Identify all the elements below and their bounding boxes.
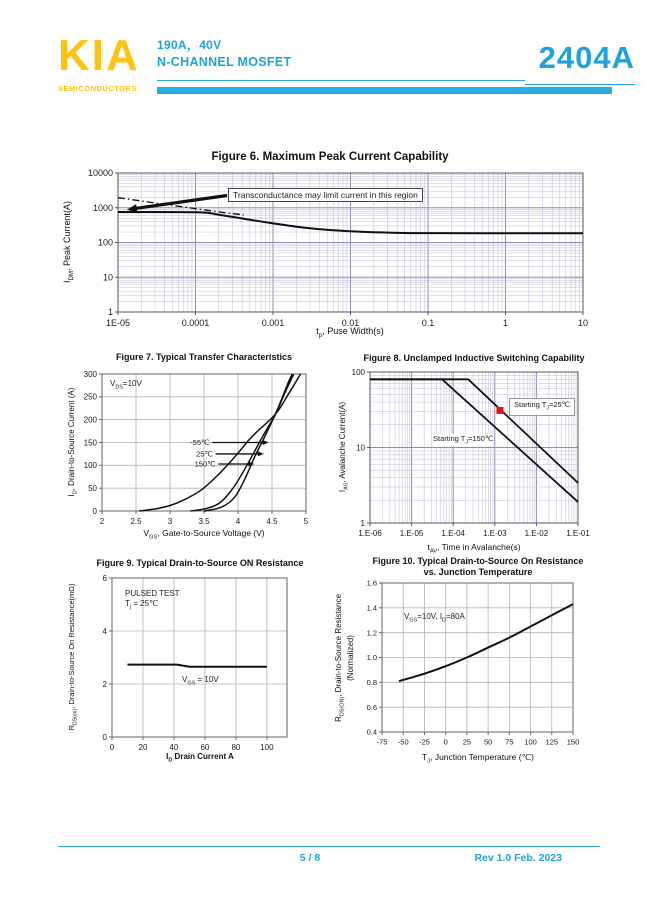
svg-text:0.1: 0.1	[421, 318, 435, 328]
figure9-condition	[125, 589, 180, 611]
kia-logo-subtext: SEMICONDUCTORS	[58, 84, 137, 93]
svg-text:75: 75	[505, 737, 514, 747]
figure9-condition-line1: PULSED TEST	[125, 589, 180, 598]
svg-text:100: 100	[524, 737, 537, 747]
figure9-y-axis-label: $R_{DS(on)}$, Drain-to-Source On Resistance(mΩ)	[67, 583, 79, 731]
svg-text:10000: 10000	[87, 168, 113, 179]
figure9-vgs-label: $V_{GS} = 10V$	[182, 675, 219, 687]
figure8-chart	[330, 365, 620, 543]
figure6-title: Figure 6. Maximum Peak Current Capability	[211, 151, 449, 163]
svg-text:1.E-02: 1.E-02	[524, 529, 549, 538]
svg-text:4: 4	[102, 626, 107, 636]
svg-text:60: 60	[200, 743, 210, 752]
svg-text:100: 100	[351, 367, 365, 377]
revision-text: Rev 1.0 Feb. 2023	[474, 852, 562, 864]
svg-text:25: 25	[462, 737, 472, 747]
svg-text:1.E-05: 1.E-05	[399, 529, 424, 538]
svg-text:0.6: 0.6	[366, 702, 377, 712]
svg-text:0.8: 0.8	[366, 677, 377, 687]
svg-text:100: 100	[260, 743, 274, 752]
figure7-chart	[60, 364, 325, 542]
svg-text:1000: 1000	[92, 202, 113, 213]
figure10-chart	[330, 570, 620, 762]
svg-text:100: 100	[97, 237, 113, 248]
figure7-y-axis-label: $I_D$, Drain-to-Source Current (A)	[67, 387, 79, 497]
figure10-y-axis-label-line1: $R_{DS(ON)}$, Drain-to-Source Resistance	[334, 594, 346, 722]
figure10-title-line1: Figure 10. Typical Drain-to-Source On Resistance	[372, 556, 584, 566]
svg-text:3: 3	[167, 517, 173, 526]
figure8-x-axis-label: $t_{AV}$, Time in Avalanche(s)	[427, 542, 521, 555]
figure6-note: Transconductance may limit current in this region	[228, 188, 423, 202]
svg-text:50: 50	[88, 483, 97, 493]
figure6-x-axis-label: $t_p$, Puse Width(s)	[316, 326, 384, 339]
svg-text:80: 80	[231, 743, 241, 752]
figure6-y-axis-label: $I_{DM}$, Peak Current(A)	[62, 200, 75, 284]
figure8-label-150c: Starting $T_J=150℃$	[433, 434, 494, 446]
figure7-title: Figure 7. Typical Transfer Characteristics	[116, 352, 292, 362]
svg-text:1.E-03: 1.E-03	[483, 529, 507, 538]
svg-text:2: 2	[102, 679, 107, 689]
figure9-x-axis-label: $I_D$ Drain Current A	[166, 752, 234, 764]
svg-text:0: 0	[102, 732, 107, 742]
figure10-x-axis-label: $T_J$, Junction Temperature (℃)	[422, 752, 534, 765]
svg-text:1.2: 1.2	[366, 628, 377, 638]
svg-text:10: 10	[102, 272, 113, 283]
svg-text:1.0: 1.0	[366, 653, 377, 663]
figure8-label-25c: Starting $T_J=25℃$	[509, 398, 575, 416]
header-rule-thick	[157, 87, 612, 94]
svg-text:1: 1	[502, 318, 509, 328]
figure7-condition: $V_{DS}=10V$	[110, 379, 142, 391]
svg-text:50: 50	[483, 737, 493, 747]
page-indicator: 5 / 8	[299, 852, 321, 864]
svg-text:0.4: 0.4	[366, 727, 377, 737]
svg-text:100: 100	[83, 461, 97, 471]
svg-text:2: 2	[99, 517, 105, 526]
svg-text:40: 40	[169, 743, 179, 752]
figure10-y-axis-label-line2: (Normalized)	[346, 635, 356, 681]
svg-text:25℃: 25℃	[196, 449, 213, 459]
svg-text:4.5: 4.5	[266, 517, 278, 526]
svg-text:-25: -25	[419, 737, 430, 747]
svg-text:6: 6	[102, 573, 107, 583]
svg-text:4: 4	[235, 517, 241, 526]
svg-text:-75: -75	[376, 737, 388, 747]
svg-text:200: 200	[83, 415, 97, 425]
figure9-chart	[62, 570, 307, 755]
svg-text:1.4: 1.4	[366, 603, 377, 613]
part-number: 2404A	[538, 40, 635, 75]
svg-text:150: 150	[83, 438, 97, 448]
svg-text:0: 0	[109, 743, 115, 752]
figure10-condition: $V_{GS}=10V$, $I_D=80A$	[404, 612, 465, 624]
svg-text:150: 150	[566, 737, 580, 747]
svg-text:0: 0	[443, 737, 448, 747]
svg-text:20: 20	[138, 743, 148, 752]
svg-text:-55℃: -55℃	[190, 438, 210, 448]
svg-text:1.E-01: 1.E-01	[566, 529, 590, 538]
figure9-title: Figure 9. Typical Drain-to-Source ON Resistance	[96, 558, 304, 568]
svg-text:1E-05: 1E-05	[105, 318, 131, 328]
figure9-condition-line2: $T_j$ = 25℃	[125, 599, 159, 611]
svg-text:300: 300	[83, 369, 97, 379]
svg-text:1.6: 1.6	[366, 578, 377, 588]
header-rule-thin-step	[525, 84, 635, 85]
product-type: N-CHANNEL MOSFET	[157, 55, 292, 69]
figure10-title-line2: vs. Junction Temperature	[423, 566, 533, 577]
svg-text:0.001: 0.001	[261, 318, 285, 328]
svg-text:2.5: 2.5	[130, 517, 142, 526]
svg-text:10: 10	[577, 318, 589, 328]
figure7-x-axis-label: $V_{GS}$, Gate-to-Source Voltage (V)	[143, 528, 265, 541]
svg-text:1: 1	[107, 307, 113, 318]
svg-text:1.E-06: 1.E-06	[358, 529, 382, 538]
product-rating: 190A，40V	[157, 38, 222, 52]
svg-text:1: 1	[360, 518, 365, 528]
svg-text:125: 125	[545, 737, 559, 747]
svg-text:3.5: 3.5	[198, 517, 210, 526]
svg-text:0.01: 0.01	[341, 318, 360, 328]
svg-text:0.0001: 0.0001	[181, 318, 210, 328]
svg-text:0: 0	[92, 506, 97, 516]
footer-rule	[58, 846, 600, 847]
svg-text:10: 10	[356, 443, 365, 453]
svg-text:-50: -50	[397, 737, 409, 747]
kia-logo-text: KIA	[58, 31, 140, 80]
kia-logo	[58, 31, 140, 93]
header-rule-thin	[157, 80, 525, 81]
svg-text:250: 250	[83, 392, 97, 402]
figure8-title: Figure 8. Unclamped Inductive Switching Capability	[363, 353, 585, 363]
svg-text:1.E-04: 1.E-04	[441, 529, 465, 538]
svg-text:150℃: 150℃	[194, 459, 216, 469]
svg-text:5: 5	[303, 517, 309, 526]
figure8-y-axis-label: $I_{AS}$, Avalanche Current(A)	[338, 401, 350, 493]
figure10-y-axis-label	[334, 578, 356, 738]
